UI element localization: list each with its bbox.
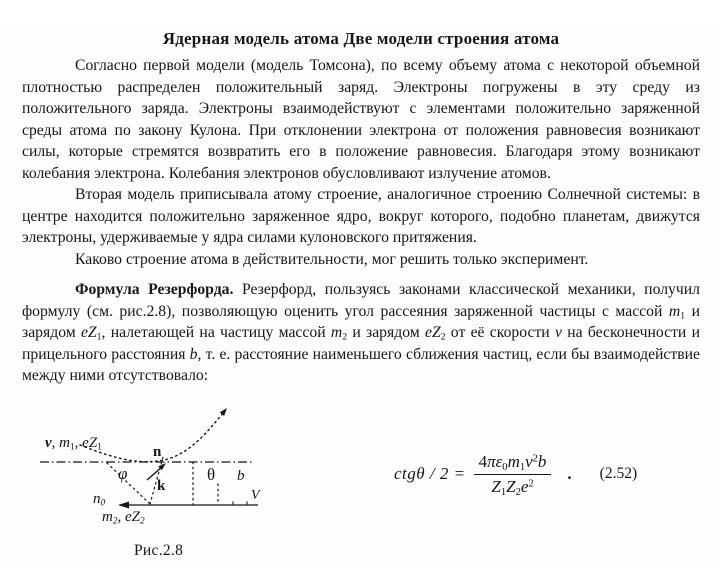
formula-fraction xyxy=(474,452,552,497)
trajectory-arrowhead xyxy=(220,408,227,416)
incoming-particle-label: v, $m_1$, $eZ_1$ xyxy=(45,434,102,453)
document-page xyxy=(0,29,720,569)
paragraph-thomson-model: Согласно первой модели (модель Томсона), по всему объему атома с некоторой объемной плотностью распределен положительный заряд. Электроны погружены в эту среду из положительного заряда. Электроны взаимодействуют с элементами положительно заряженной среды атома по закону Кулона. При отклонении электрона от положения равновесия возникают силы, которые стремятся возвратить его в положение равновесия. Благодаря этому возникают колебания электрона. Колебания электронов обусловливают излучение атомов. xyxy=(22,57,700,182)
axis-end-label: V xyxy=(251,487,260,503)
theta-angle-label: θ xyxy=(207,464,216,484)
impact-parameter-label: b xyxy=(237,467,245,484)
paragraph-rutherford-formula: Формула Резерфорда. Резерфорд, пользуясь законами классической механики, получил формулу (см. рис.2.8), позволяющую оценить угол рассеяния заряженной частицы с массой $m_1$ и зарядом $eZ_1$, налетающей на частицу массой $m_2$ и зарядом $eZ_2$ от её скорости v на бесконечности и прицельного расстояния b, т. е. расстояние наименьшего сближения частиц, если бы взаимодействие между ними отсутствовало: xyxy=(22,281,701,384)
paragraph-experiment: Каково строение атома в действительности, мог решить только эксперимент. xyxy=(75,250,589,268)
rutherford-formula xyxy=(394,452,637,497)
document-title: Ядерная модель атома Две модели строения атома xyxy=(162,29,560,48)
axis-left-arrowhead xyxy=(118,501,129,508)
figure-caption: Рис.2.8 xyxy=(134,541,184,559)
k-vector-label: k xyxy=(157,477,166,494)
n-vector-label: n xyxy=(153,443,162,460)
radius-vector-left-line xyxy=(107,463,150,504)
n0-label: $n_0$ xyxy=(93,490,106,509)
phi-angle-label: φ xyxy=(118,463,128,483)
formula-period: . xyxy=(567,464,572,483)
formula-denominator: $Z_1Z_2e^2$ xyxy=(491,476,534,498)
target-particle-label: $m_2$, $eZ_2$ xyxy=(102,508,145,527)
paragraph-planetary-model: Вторая модель приписывала атому строение, аналогичное строению Солнечной системы: в центре находится положительно заряженное ядро, вокруг которого, подобно планетам, движутся электроны, удерживаемые у ядра силами кулоновского притяжения. xyxy=(22,186,700,246)
figure-and-formula-region xyxy=(22,390,700,580)
formula-lhs: ctgθ / 2 = xyxy=(394,464,466,483)
equation-number: (2.52) xyxy=(599,465,638,482)
formula-numerator: $4\pi\varepsilon_0m_1v^2b$ xyxy=(474,452,552,475)
